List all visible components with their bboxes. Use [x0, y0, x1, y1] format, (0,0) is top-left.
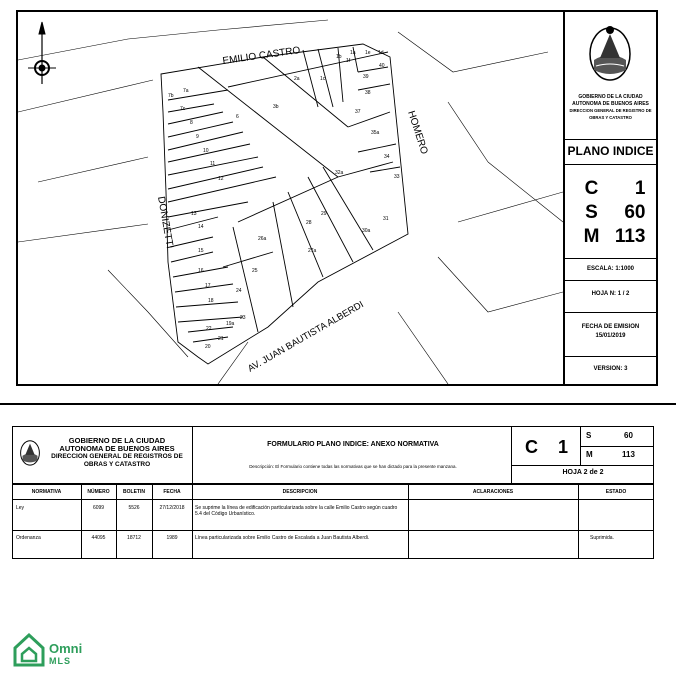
form-code-box: [511, 426, 654, 484]
normativa-table: [12, 484, 654, 559]
parcel-label: 20: [205, 344, 211, 350]
col-aclaraciones: ACLARACIONES: [472, 489, 514, 495]
parcel-label: 7a: [183, 88, 189, 94]
plan-title: PLANO INDICE: [567, 144, 654, 158]
parcel-label: 1f: [346, 58, 351, 64]
parcel-label: 10: [203, 148, 209, 154]
table-cell: Línea particularizada sobre Emilio Castro de Escalada a Juan Bautista Alberdi.: [195, 535, 370, 541]
form-org-box: [12, 426, 193, 484]
parcel-label: 40: [379, 63, 385, 69]
parcel-label: 32a: [335, 170, 344, 176]
parcel-label: 21: [218, 336, 224, 342]
parcel-label: 14: [198, 224, 204, 230]
parcel-label: 26a: [258, 236, 267, 242]
divider: [565, 312, 656, 313]
col-fecha: FECHA: [163, 489, 181, 495]
street-east-label: HOMERO: [405, 109, 430, 156]
table-cell: 18712: [127, 535, 141, 541]
parcel-label: 7b: [168, 93, 174, 99]
city-seal-icon: [18, 437, 42, 467]
parcel-label: 11: [210, 161, 216, 167]
divider: [565, 139, 656, 140]
cadastral-map: [18, 12, 563, 384]
parcel-label: 17: [205, 283, 211, 289]
parcel-label: 12: [218, 176, 224, 182]
col-boletin: BOLETIN: [123, 489, 145, 495]
org-line-3: DIRECCION GENERAL DE REGISTRO DE: [569, 108, 652, 113]
form-c-value: 1: [558, 437, 569, 457]
parcel-label: 34: [384, 154, 390, 160]
form-org-line-4: OBRAS Y CATASTRO: [83, 461, 151, 468]
parcel-label: 3b: [273, 104, 279, 110]
form-m-label: M: [586, 450, 593, 459]
omni-mls-logo: [12, 632, 83, 673]
form-org-line-2: AUTONOMA DE BUENOS AIRES: [59, 444, 175, 453]
house-logo-icon: [12, 632, 46, 668]
parcel-label: 29: [321, 211, 327, 217]
parcel-label: 19a: [226, 321, 235, 327]
issue-date-value: 15/01/2019: [595, 333, 626, 339]
parcel-label: 15: [198, 248, 204, 254]
sheet-number: HOJA N: 1 / 2: [591, 291, 630, 297]
title-block: [565, 12, 656, 384]
divider: [565, 356, 656, 357]
col-estado: ESTADO: [605, 489, 627, 495]
parcel-label: 38: [365, 90, 371, 96]
form-description: Descripción: El Formulario contiene todas las normativas que se han dictado para la presente manzana.: [249, 464, 457, 469]
parcel-label: 33: [394, 174, 400, 180]
parcel-label: 2a: [294, 76, 300, 82]
scale-label: ESCALA: 1:1000: [586, 266, 634, 272]
form-title-box: [192, 426, 512, 484]
table-cell: 27/12/2018: [159, 505, 185, 511]
form-m-value: 113: [622, 450, 635, 459]
col-numero: NÚMERO: [87, 489, 110, 495]
col-descripcion: DESCRIPCION: [282, 489, 318, 495]
city-seal-icon: [586, 20, 634, 84]
form-title: FORMULARIO PLANO INDICE: ANEXO NORMATIVA: [267, 441, 439, 448]
normativa-form: [12, 426, 654, 559]
parcel-label: 1c: [320, 76, 326, 82]
plano-indice-sheet: [16, 10, 658, 386]
block-map: [18, 12, 565, 384]
form-s-value: 60: [624, 431, 633, 440]
form-org-line-1: GOBIERNO DE LA CIUDAD: [68, 436, 166, 445]
north-arrow-icon: [28, 22, 56, 84]
parcel-label: 24: [236, 288, 242, 294]
page-separator: [0, 403, 676, 405]
parcel-label: 1b: [336, 54, 342, 60]
parcel-label: 30a: [362, 228, 371, 234]
form-s-label: S: [586, 431, 592, 440]
street-west-label: DONIZETTI: [155, 195, 176, 250]
brand-bottom: MLS: [49, 656, 71, 666]
brand-top: Omni: [49, 641, 83, 656]
street-south-label: AV. JUAN BAUTISTA ALBERDI: [246, 299, 366, 375]
parcel-label: 8: [190, 120, 193, 126]
parcel-label: 23: [240, 315, 246, 321]
table-cell: Se suprime la línea de edificación particularizada sobre la calle Emilio Castro según cuadro 5.4 del Código Urbanístico.: [195, 505, 398, 517]
divider: [565, 280, 656, 281]
divider: [565, 258, 656, 259]
parcel-label: 27a: [308, 248, 317, 254]
parcel-label: 16: [198, 268, 204, 274]
org-line-2: AUTONOMA DE BUENOS AIRES: [572, 101, 649, 107]
parcel-label: 25: [252, 268, 258, 274]
parcel-label: 1a: [350, 50, 356, 56]
divider: [565, 164, 656, 165]
table-cell: Ordenanza: [16, 535, 41, 541]
form-org-line-3: DIRECCION GENERAL DE REGISTROS DE: [51, 453, 183, 460]
table-cell: Ley: [16, 505, 25, 511]
form-c-label: C: [525, 437, 538, 457]
parcel-label: 7c: [180, 106, 186, 112]
table-cell: Suprimida.: [590, 535, 614, 541]
parcel-label: 18: [208, 298, 214, 304]
code-c: C 1: [584, 178, 646, 199]
parcel-label: 22: [206, 326, 212, 332]
parcel-label: 35a: [371, 130, 380, 136]
parcel-label: 39: [363, 74, 369, 80]
org-line-4: OBRAS Y CATASTRO: [589, 115, 632, 120]
code-m: M 113: [583, 226, 646, 247]
parcel-label: 28: [306, 220, 312, 226]
org-line-1: GOBIERNO DE LA CIUDAD: [578, 94, 643, 100]
col-normativa: NORMATIVA: [31, 489, 62, 495]
parcel-label: 31: [383, 216, 389, 222]
table-cell: 6099: [92, 505, 105, 511]
table-cell: 1989: [166, 535, 178, 541]
street-north-label: EMILIO CASTRO: [221, 45, 302, 67]
form-sheet: HOJA 2 de 2: [562, 469, 604, 476]
table-cell: 44095: [91, 535, 106, 541]
parcel-label: 13: [191, 211, 197, 217]
parcel-label: 37: [355, 109, 361, 115]
table-cell: 5526: [128, 505, 140, 511]
version-label: VERSION: 3: [593, 366, 628, 372]
issue-date-label: FECHA DE EMISION: [581, 324, 640, 330]
parcel-label: 1d: [378, 50, 384, 56]
parcel-label: 1e: [365, 50, 371, 56]
parcel-label: 6: [236, 114, 239, 120]
code-s: S 60: [585, 202, 646, 223]
parcel-label: 9: [196, 134, 199, 140]
